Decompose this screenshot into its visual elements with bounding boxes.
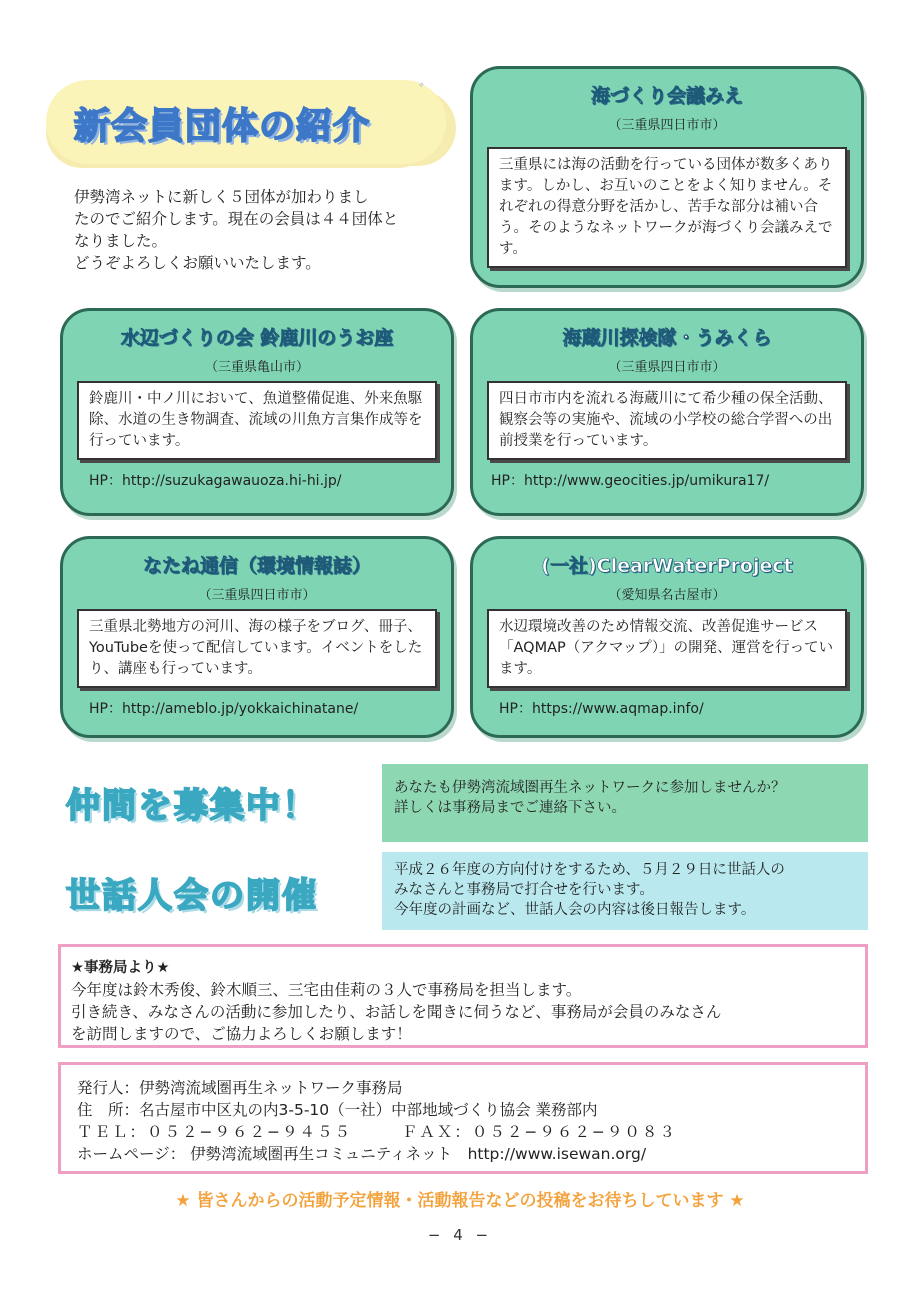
publisher-fax: ＦＡＸ：０５２−９６２−９０８３ bbox=[401, 1123, 677, 1141]
intro-line: なりました。 bbox=[74, 232, 168, 250]
meeting-line: みなさんと事務局で打合せを行います。 bbox=[394, 882, 654, 898]
org-homepage-link[interactable]: HP：http://www.geocities.jp/umikura17/ bbox=[491, 473, 770, 489]
meeting-line: 平成２６年度の方向付けをするため、５月２９日に世話人の bbox=[394, 862, 785, 878]
footer-note: ★ 皆さんからの活動予定情報・活動報告などの投稿をお待ちしています ★ bbox=[175, 1191, 745, 1211]
intro-line: たのでご紹介します。現在の会員は４４団体と bbox=[74, 210, 399, 228]
office-heading: ★事務局より★ bbox=[71, 960, 170, 976]
recruit-heading: 仲間を募集中！ bbox=[66, 786, 318, 826]
org-location: （三重県四日市市） bbox=[608, 118, 726, 133]
org-card-suzukagawa bbox=[60, 308, 454, 516]
org-name: 海蔵川探検隊・うみくら bbox=[562, 327, 772, 349]
publisher-issuer: 発行人：伊勢湾流域圏再生ネットワーク事務局 bbox=[77, 1079, 403, 1097]
org-homepage-link[interactable]: HP：http://suzukagawauoza.hi-hi.jp/ bbox=[89, 473, 342, 489]
publisher-homepage[interactable]: ホームページ： 伊勢湾流域圏再生コミュニティネット http://www.isewan.org/ bbox=[77, 1145, 647, 1163]
meeting-heading: 世話人会の開催 bbox=[66, 876, 318, 916]
org-card-umikura bbox=[470, 308, 864, 516]
office-line: 今年度は鈴木秀俊、鈴木順三、三宅由佳莉の３人で事務局を担当します。 bbox=[71, 981, 582, 999]
page-title: 新会員団体の紹介 bbox=[74, 106, 371, 147]
org-location: （三重県四日市市） bbox=[198, 588, 316, 603]
contact-line bbox=[77, 1121, 849, 1143]
org-description: 四日市市内を流れる海蔵川にて希少種の保全活動、観察会等の実施や、流域の小学校の総合学習への出前授業を行っています。 bbox=[487, 381, 847, 460]
org-location: （三重県亀山市） bbox=[204, 360, 309, 375]
org-name: なたね通信（環境情報誌） bbox=[142, 555, 371, 577]
org-card-umizukuri bbox=[470, 66, 864, 288]
intro-line: どうぞよろしくお願いいたします。 bbox=[74, 254, 321, 272]
recruit-box bbox=[382, 764, 868, 842]
intro-line: 伊勢湾ネットに新しく５団体が加わりまし bbox=[74, 188, 369, 206]
meeting-box bbox=[382, 852, 868, 930]
meeting-line: 今年度の計画など、世話人会の内容は後日報告します。 bbox=[394, 902, 756, 918]
org-description: 鈴鹿川・中ノ川において、魚道整備促進、外来魚駆除、水道の生き物調査、流域の川魚方言集作成等を行っています。 bbox=[77, 381, 437, 460]
recruit-line: 詳しくは事務局までご連絡下さい。 bbox=[394, 800, 626, 816]
org-name: 水辺づくりの会 鈴鹿川のうお座 bbox=[120, 327, 394, 349]
publisher-tel: ＴＥＬ：０５２−９６２−９４５５ bbox=[77, 1123, 352, 1141]
publisher-box bbox=[58, 1062, 868, 1174]
office-note-box bbox=[58, 944, 868, 1048]
org-description: 三重県には海の活動を行っている団体が数多くあります。しかし、お互いのことをよく知りません。それぞれの得意分野を活かし、苦手な部分は補い合う。そのようなネットワークが海づくり会議みえです。 bbox=[487, 147, 847, 268]
org-homepage-link[interactable]: HP：http://ameblo.jp/yokkaichinatane/ bbox=[89, 701, 359, 717]
office-line: 引き続き、みなさんの活動に参加したり、お話しを聞きに伺うなど、事務局が会員のみなさん bbox=[71, 1003, 722, 1021]
page-number: − 4 − bbox=[427, 1226, 493, 1244]
recruit-line: あなたも伊勢湾流域圏再生ネットワークに参加しませんか？ bbox=[394, 780, 786, 796]
org-homepage-link[interactable]: HP：https://www.aqmap.info/ bbox=[499, 701, 704, 717]
org-card-natane bbox=[60, 536, 454, 738]
org-description: 水辺環境改善のため情報交流、改善促進サービス「AQMAP（アクマップ）」の開発、運営を行っています。 bbox=[487, 609, 847, 688]
org-location: （愛知県名古屋市） bbox=[608, 588, 726, 603]
office-line: を訪問しますので、ご協力よろしくお願します！ bbox=[71, 1025, 412, 1043]
sparkle-icon: ゛ bbox=[418, 82, 436, 103]
org-location: （三重県四日市市） bbox=[608, 360, 726, 375]
intro-text bbox=[74, 186, 452, 274]
org-description: 三重県北勢地方の河川、海の様子をブログ、冊子、YouTubeを使って配信しています。イベントをしたり、講座も行っています。 bbox=[77, 609, 437, 688]
org-card-clearwater bbox=[470, 536, 864, 738]
org-name: 海づくり会議みえ bbox=[590, 85, 743, 107]
publisher-address: 住 所：名古屋市中区丸の内3-5-10（一社）中部地域づくり協会 業務部内 bbox=[77, 1101, 598, 1119]
org-name: (一社)ClearWaterProject bbox=[541, 555, 793, 577]
